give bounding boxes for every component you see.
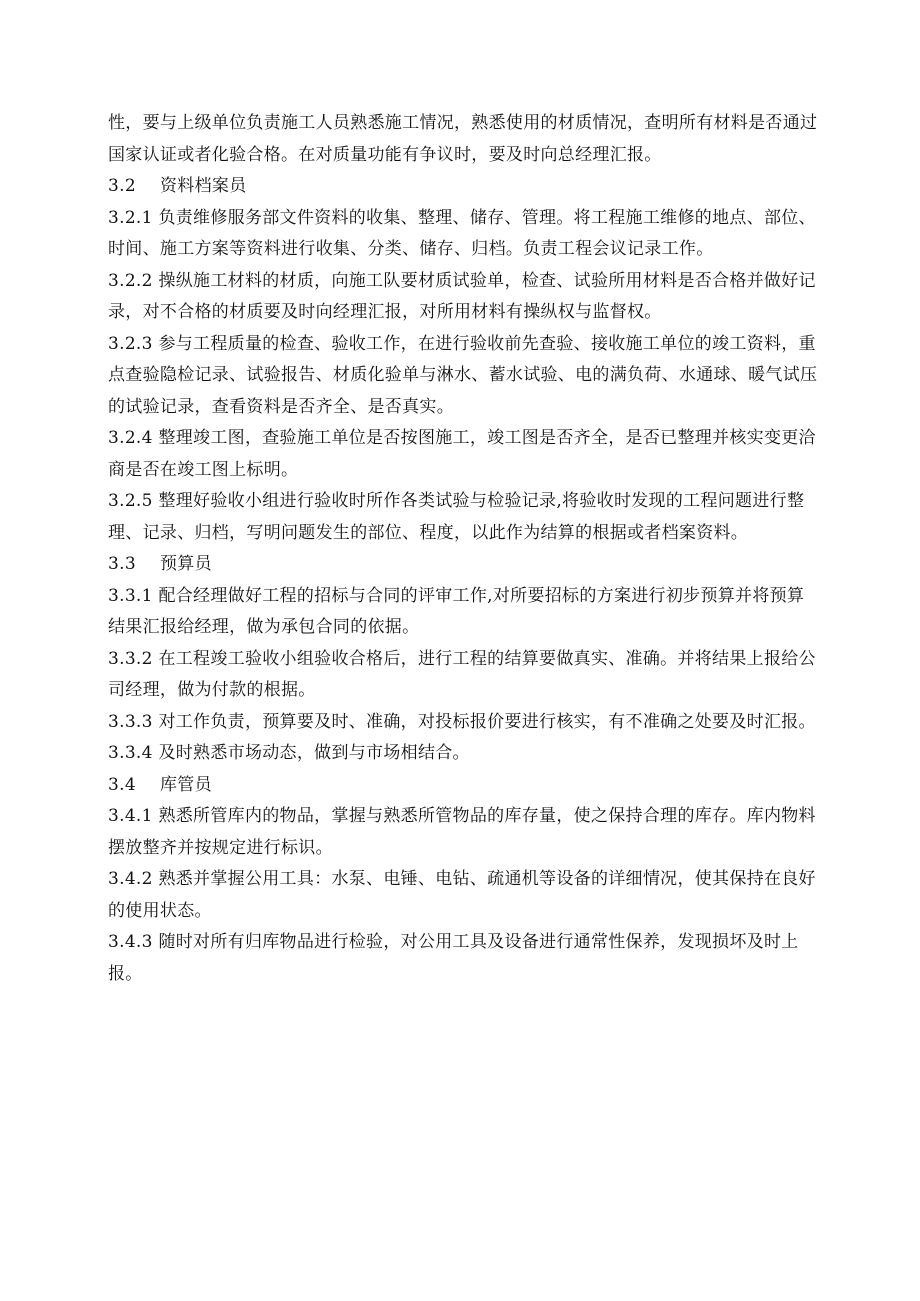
paragraph-3-2-2: 3.2.2 操纵施工材料的材质，向施工队要材质试验单，检查、试验所用材料是否合格并做好记录，对不合格的材质要及时向经理汇报，对所用材料有操纵权与监督权。 [108,270,816,322]
paragraph-3-2-1: 3.2.1 负责维修服务部文件资料的收集、整理、储存、管理。将工程施工维修的地点、部位、时间、施工方案等资料进行收集、分类、储存、归档。负责工程会议记录工作。 [108,207,816,259]
paragraph-3-4-2: 3.4.2 熟悉并掌握公用工具：水泵、电锤、电钻、疏通机等设备的详细情况，使其保持在良好的使用状态。 [108,869,816,921]
section-title: 资料档案员 [160,176,247,196]
section-number: 3.4 [108,774,136,795]
paragraph-3-3-4: 3.3.4 及时熟悉市场动态，做到与市场相结合。 [108,743,470,763]
paragraph-3-3-2: 3.3.2 在工程竣工验收小组验收合格后，进行工程的结算要做真实、准确。并将结果上报给公司经理，做为付款的根据。 [108,648,816,700]
paragraph-3-2-5: 3.2.5 整理好验收小组进行验收时所作各类试验与检验记录,将验收时发现的工程问题进行整理、记录、归档，写明问题发生的部位、程度，以此作为结算的根据或者档案资料。 [108,491,805,543]
paragraph-3-3-1: 3.3.1 配合经理做好工程的招标与合同的评审工作,对所要招标的方案进行初步预算并将预算结果汇报给经理，做为承包合同的依据。 [108,585,805,637]
paragraph-3-4-1: 3.4.1 熟悉所管库内的物品，掌握与熟悉所管物品的库存量，使之保持合理的库存。库内物料摆放整齐并按规定进行标识。 [108,806,816,858]
section-number: 3.3 [108,554,136,574]
paragraph-3-4-3: 3.4.3 随时对所有归库物品进行检验，对公用工具及设备进行通常性保养，发现损坏及时上报。 [108,932,799,984]
paragraph-3-2-4: 3.2.4 整理竣工图，查验施工单位是否按图施工，竣工图是否齐全，是否已整理并核实变更洽商是否在竣工图上标明。 [108,428,816,480]
paragraph-intro: 性，要与上级单位负责施工人员熟悉施工情况，熟悉使用的材质情况，查明所有材料是否通过国家认证或者化验合格。在对质量功能有争议时，要及时向总经理汇报。 [108,113,818,165]
section-title: 库管员 [160,774,212,795]
document-body [108,108,818,990]
section-heading-3-4 [108,770,818,802]
section-number: 3.2 [108,176,136,196]
paragraph-3-2-3: 3.2.3 参与工程质量的检查、验收工作，在进行验收前先查验、接收施工单位的竣工资料，重点查验隐检记录、试验报告、材质化验单与淋水、蓄水试验、电的满负荷、水通球、暖气试压的试验记录，查看资料是否齐全、是否真实。 [108,333,818,417]
section-title: 预算员 [160,554,212,574]
section-heading-3-2 [108,171,818,203]
section-heading-3-3 [108,549,818,581]
paragraph-3-3-3: 3.3.3 对工作负责，预算要及时、准确，对投标报价要进行核实，有不准确之处要及时汇报。 [108,711,816,732]
